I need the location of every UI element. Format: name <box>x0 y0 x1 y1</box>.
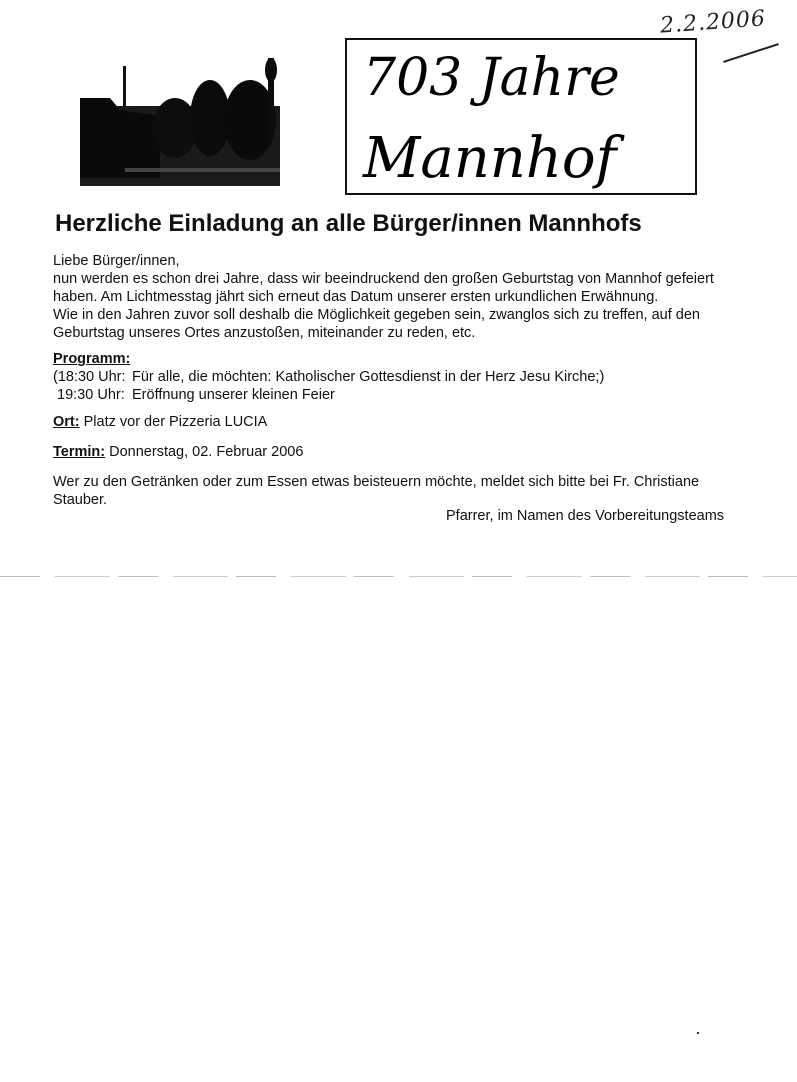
ort-line <box>53 413 267 431</box>
programm-text: Eröffnung unserer kleinen Feier <box>132 387 335 403</box>
fold-line <box>0 576 797 577</box>
village-photo <box>80 58 280 186</box>
programm-time: (18:30 Uhr: <box>53 369 126 385</box>
ort-value: Platz vor der Pizzeria LUCIA <box>83 414 268 430</box>
termin-line <box>53 443 303 461</box>
title-line-1: 703 Jahre <box>363 48 620 108</box>
signature: Pfarrer, im Namen des Vorbereitungsteams <box>446 508 725 524</box>
programm-label: Programm: <box>53 351 131 367</box>
body-line: haben. Am Lichtmesstag jährt sich erneut das Datum unserer ersten urkundlichen Erwähnung. <box>53 289 659 305</box>
programm-text: Für alle, die möchten: Katholischer Gottesdienst in der Herz Jesu Kirche;) <box>132 369 605 385</box>
body-line: nun werden es schon drei Jahre, dass wir beeindruckend den großen Geburtstag von Mannhof gefeiert <box>53 271 714 287</box>
programm-time: 19:30 Uhr: <box>53 387 125 403</box>
ort-label: Ort: <box>53 414 80 430</box>
greeting: Liebe Bürger/innen, <box>53 253 180 269</box>
termin-value: Donnerstag, 02. Februar 2006 <box>109 444 304 460</box>
contribution-line: Stauber. <box>53 492 108 508</box>
paper-speck <box>697 1032 699 1034</box>
termin-label: Termin: <box>53 444 106 460</box>
invitation-headline: Herzliche Einladung an alle Bürger/innen Mannhofs <box>55 210 642 237</box>
title-line-2: Mannhof <box>363 126 617 191</box>
handwritten-stroke <box>723 43 779 63</box>
programm-item <box>53 386 335 404</box>
contribution-line: Wer zu den Getränken oder zum Essen etwas beisteuern möchte, meldet sich bitte bei Fr. Christiane <box>53 474 700 490</box>
body-line: Geburtstag unseres Ortes anzustoßen, miteinander zu reden, etc. <box>53 325 476 341</box>
title-box <box>345 38 697 195</box>
programm-item <box>53 368 604 386</box>
body-line: Wie in den Jahren zuvor soll deshalb die Möglichkeit gegeben sein, zwanglos sich zu treffen, auf den <box>53 307 700 323</box>
handwritten-date: 2.2.2006 <box>659 6 767 39</box>
